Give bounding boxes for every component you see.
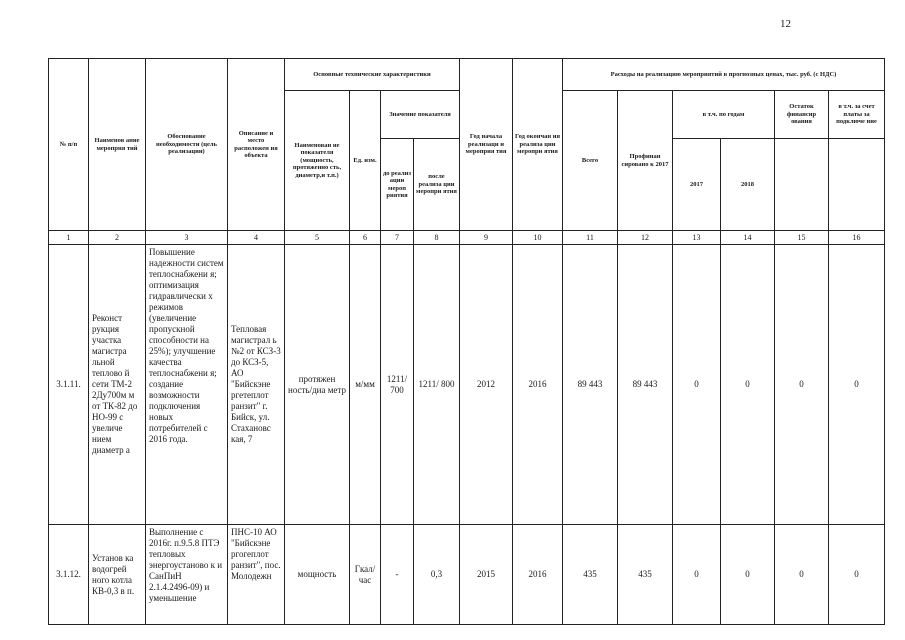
col-number: 16 <box>829 231 885 245</box>
header-2017: 2017 <box>673 139 721 231</box>
header-cost-group: Расходы на реализацию мероприятий в прогнозных ценах, тыс. руб. (с НДС) <box>563 59 885 91</box>
row-prefinanced: 435 <box>618 525 673 625</box>
header-prefinanced: Профинан сировано к 2017 <box>618 91 673 231</box>
row-total: 435 <box>563 525 618 625</box>
col-number: 12 <box>618 231 673 245</box>
header-fee-blank <box>829 139 885 231</box>
row-location: Тепловая магистрал ь №2 от КСЗ-3 до КСЗ-5, АО "Бийскэне ргетеплот ранзит" г. Бийск, ул. Стахановс кая, 7 <box>228 245 285 525</box>
row-fee: 0 <box>829 245 885 525</box>
header-name: Наименов ание меропрня тий <box>89 59 146 231</box>
col-number: 15 <box>775 231 829 245</box>
row-year-start: 2012 <box>460 245 513 525</box>
header-unit: Ед. изм. <box>350 91 381 231</box>
col-number: 14 <box>721 231 775 245</box>
col-number: 11 <box>563 231 618 245</box>
table-row <box>49 245 885 525</box>
row-2018: 0 <box>721 525 775 625</box>
measures-table <box>48 58 885 625</box>
row-after: 1211/ 800 <box>414 245 460 525</box>
col-number: 4 <box>228 231 285 245</box>
header-tech-group: Основные технические характеристики <box>285 59 460 91</box>
header-fee: в т.ч. за счет платы за подключе ние <box>829 91 885 139</box>
page-number: 12 <box>780 18 791 30</box>
row-reason: Выполнение с 2016г. п.9.5.8 ПТЭ тепловых энергоустаново к и СанПиН 2.1.4.2496-09) и уменьшение <box>146 525 228 625</box>
row-2017: 0 <box>673 525 721 625</box>
column-number-row <box>49 231 885 245</box>
header-remaining: Остаток финансир ования <box>775 91 829 139</box>
row-year-end: 2016 <box>513 525 563 625</box>
header-num: № п/п <box>49 59 89 231</box>
header-location: Описание и место расположен ия объекта <box>228 59 285 231</box>
row-indicator: мощность <box>285 525 350 625</box>
col-number: 9 <box>460 231 513 245</box>
row-remaining: 0 <box>775 245 829 525</box>
row-unit: Гкал/ час <box>350 525 381 625</box>
row-name: Реконст рукция участка магистра льной теплово й сети ТМ-2 2Ду700м м от ТК-82 до НО-99 с увеличе нием диаметр а <box>89 245 146 525</box>
row-indicator: протяжен ность/диа метр <box>285 245 350 525</box>
table-row <box>49 525 885 625</box>
row-unit: м/мм <box>350 245 381 525</box>
col-number: 6 <box>350 231 381 245</box>
row-reason: Повышение надежности систем теплоснабжени я; оптимизация гидравлически х режимов (увеличение пропускной способности на 25%); улучшение качества теплоснабжени я; создание возможности подключения новых потребителей с 2016 года. <box>146 245 228 525</box>
header-by-years: в т.ч. по годам <box>673 91 775 139</box>
col-number: 2 <box>89 231 146 245</box>
header-value-group: Значение показателя <box>381 91 460 139</box>
row-prefinanced: 89 443 <box>618 245 673 525</box>
header-year-start: Год начала реализаци и мероприя тия <box>460 59 513 231</box>
row-location: ПНС-10 АО "Бийскэне ргогеплот ранзит", пос. Молодежн <box>228 525 285 625</box>
col-number: 10 <box>513 231 563 245</box>
row-2017: 0 <box>673 245 721 525</box>
col-number: 7 <box>381 231 414 245</box>
row-year-start: 2015 <box>460 525 513 625</box>
col-number: 13 <box>673 231 721 245</box>
col-number: 8 <box>414 231 460 245</box>
row-after: 0,3 <box>414 525 460 625</box>
col-number: 1 <box>49 231 89 245</box>
row-remaining: 0 <box>775 525 829 625</box>
row-2018: 0 <box>721 245 775 525</box>
header-remaining-blank <box>775 139 829 231</box>
row-name: Установ ка водогрей ного котла КВ-0,3 в п. <box>89 525 146 625</box>
header-reason: Обоснование необходимости (цель реализации) <box>146 59 228 231</box>
row-num: 3.1.11. <box>49 245 89 525</box>
row-before: - <box>381 525 414 625</box>
header-year-end: Год окончан ия реализа ции меропри ятия <box>513 59 563 231</box>
col-number: 3 <box>146 231 228 245</box>
row-fee: 0 <box>829 525 885 625</box>
header-after: после реализа ции меропри ятия <box>414 139 460 231</box>
row-num: 3.1.12. <box>49 525 89 625</box>
header-2018: 2018 <box>721 139 775 231</box>
row-year-end: 2016 <box>513 245 563 525</box>
header-total: Всего <box>563 91 618 231</box>
header-indicator-name: Наименован ие показателя (мощность, протяженно сть, диаметр,и т.п.) <box>285 91 350 231</box>
row-total: 89 443 <box>563 245 618 525</box>
header-before: до реализ ации мероп риятия <box>381 139 414 231</box>
col-number: 5 <box>285 231 350 245</box>
row-before: 1211/ 700 <box>381 245 414 525</box>
